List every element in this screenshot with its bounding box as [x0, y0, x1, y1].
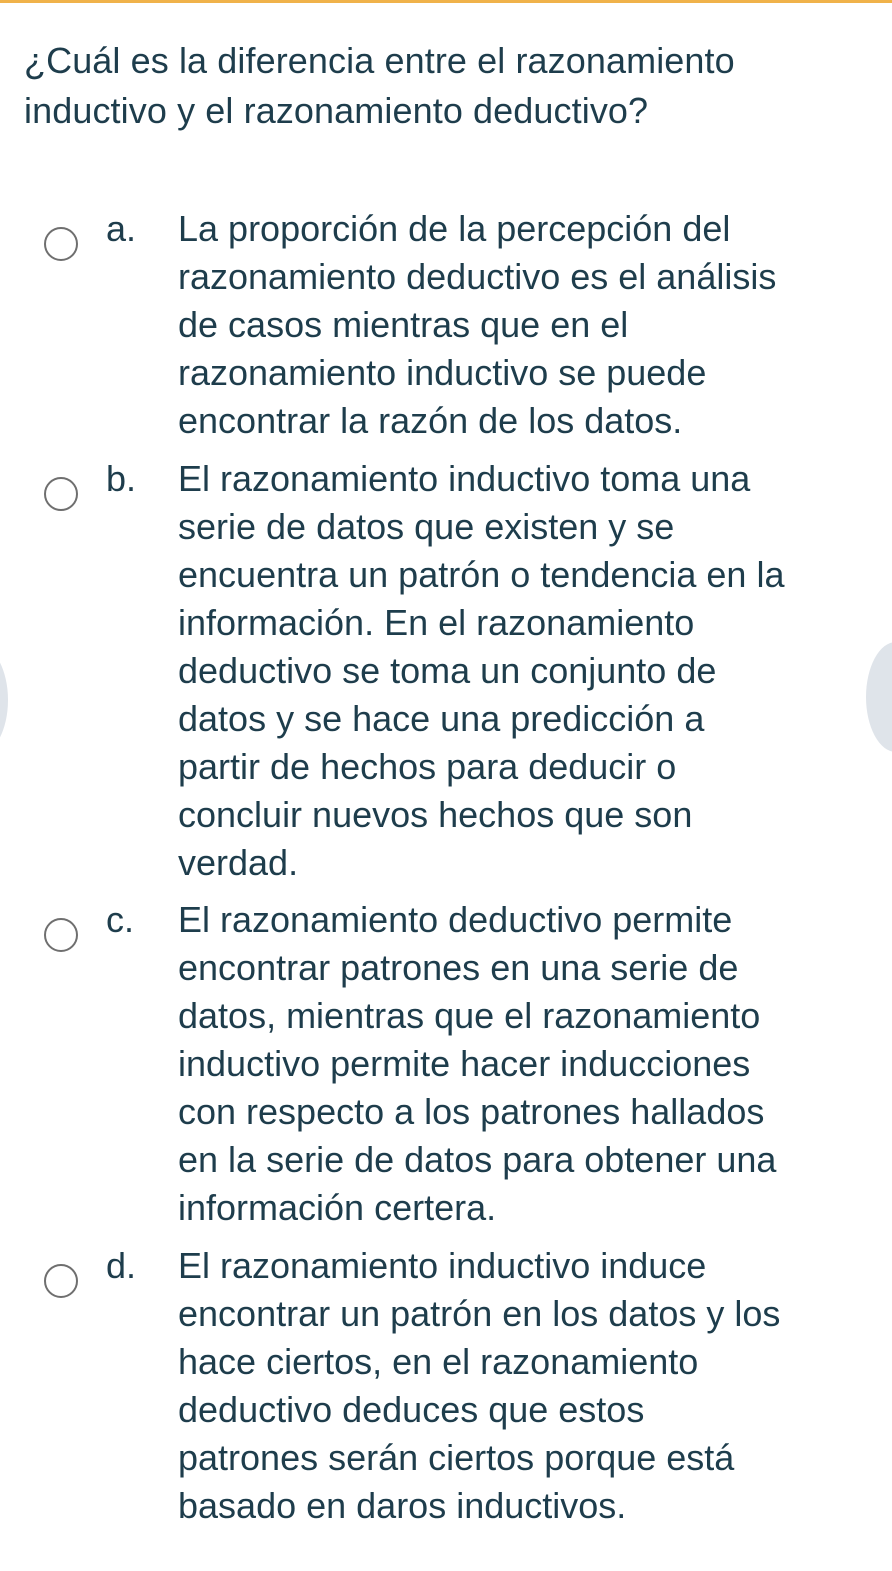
- option-line: La proporción de la percepción del: [178, 208, 731, 249]
- option-d-text: [178, 1242, 868, 1530]
- question-line: inductivo y el razonamiento deductivo?: [24, 90, 649, 131]
- option-c[interactable]: [0, 896, 892, 1232]
- option-c-radio[interactable]: [44, 918, 78, 952]
- option-line: datos, mientras que el razonamiento: [178, 995, 761, 1036]
- option-b-radio[interactable]: [44, 477, 78, 511]
- option-a[interactable]: [0, 205, 892, 445]
- option-a-text: [178, 205, 868, 445]
- option-line: encontrar patrones en una serie de: [178, 947, 739, 988]
- option-b-letter: b.: [106, 458, 137, 499]
- option-line: en la serie de datos para obtener una: [178, 1139, 777, 1180]
- option-line: basado en daros inductivos.: [178, 1485, 627, 1526]
- option-line: con respecto a los patrones hallados: [178, 1091, 765, 1132]
- option-d-radio[interactable]: [44, 1264, 78, 1298]
- option-b[interactable]: [0, 455, 892, 887]
- option-line: encontrar la razón de los datos.: [178, 400, 683, 441]
- option-a-letter: a.: [106, 208, 137, 249]
- option-line: partir de hechos para deducir o: [178, 746, 677, 787]
- top-accent-rule: [0, 0, 892, 3]
- option-b-text: [178, 455, 868, 887]
- option-line: razonamiento inductivo se puede: [178, 352, 707, 393]
- option-line: encuentra un patrón o tendencia en la: [178, 554, 785, 595]
- option-d[interactable]: [0, 1242, 892, 1530]
- option-line: concluir nuevos hechos que son: [178, 794, 693, 835]
- option-line: El razonamiento deductivo permite: [178, 899, 733, 940]
- option-line: deductivo se toma un conjunto de: [178, 650, 717, 691]
- question-text: [24, 36, 874, 136]
- option-line: datos y se hace una predicción a: [178, 698, 705, 739]
- option-line: serie de datos que existen y se: [178, 506, 675, 547]
- option-line: hace ciertos, en el razonamiento: [178, 1341, 699, 1382]
- option-line: El razonamiento inductivo induce: [178, 1245, 707, 1286]
- option-c-text: [178, 896, 868, 1232]
- option-line: inductivo permite hacer inducciones: [178, 1043, 751, 1084]
- option-line: de casos mientras que en el: [178, 304, 629, 345]
- option-c-letter: c.: [106, 899, 135, 940]
- option-line: encontrar un patrón en los datos y los: [178, 1293, 781, 1334]
- option-line: información certera.: [178, 1187, 497, 1228]
- question-line: ¿Cuál es la diferencia entre el razonamiento: [24, 40, 735, 81]
- option-line: información. En el razonamiento: [178, 602, 695, 643]
- option-line: razonamiento deductivo es el análisis: [178, 256, 777, 297]
- option-line: deductivo deduces que estos: [178, 1389, 645, 1430]
- option-line: El razonamiento inductivo toma una: [178, 458, 751, 499]
- option-line: patrones serán ciertos porque está: [178, 1437, 735, 1478]
- option-a-radio[interactable]: [44, 227, 78, 261]
- option-d-letter: d.: [106, 1245, 137, 1286]
- option-line: verdad.: [178, 842, 299, 883]
